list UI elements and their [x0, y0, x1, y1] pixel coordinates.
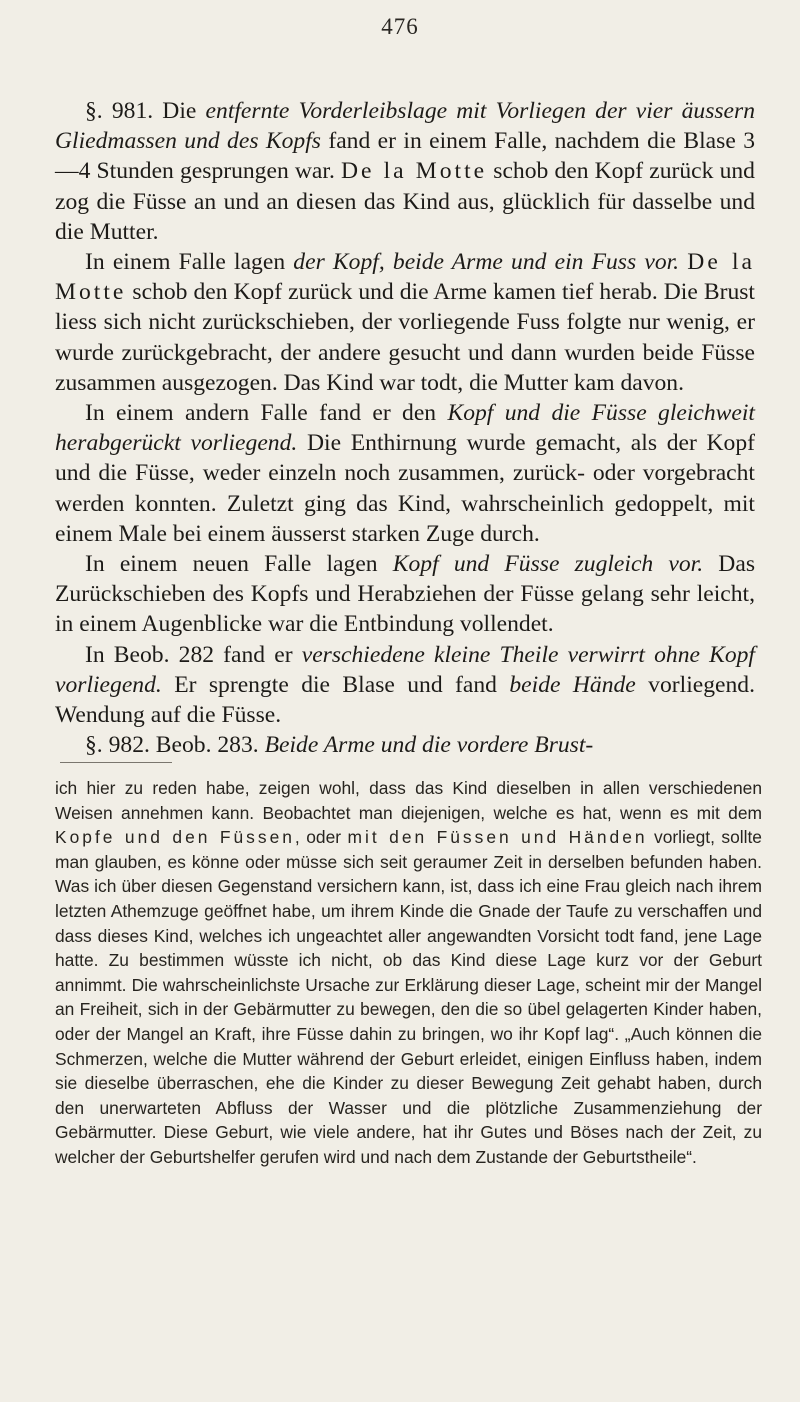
paragraph-981 — [55, 96, 755, 247]
body-text: vorliegend. Wendung auf die Füsse. — [55, 671, 755, 729]
footnote-text: vorliegt, sollte man glauben, es könne oder müsse sich seit geraumer Zeit in derselben befunden haben. Was ich über diesen Gegenstand versichern kann, ist, dass ich eine Frau gleich nach ihrem letzten Athemzuge geöffnet habe, um ihrem Kinde die Gnade der Taufe zu verschaffen und dass dieses Kind, welches ich ungeachtet aller angewandten Vorsicht todt fand, jene Lage hatte. Zu bestimmen wüsste ich nicht, ob das Kind diese Lage kurz vor der Geburt annimmt. Die wahrscheinlichste Ursache zur Erklärung dieser Lage, scheint mir der Mangel an Freiheit, sich in der Gebärmutter zu bewegen, den die so übel gelagerten Kinder haben, oder der Mangel an Kraft, ihre Füsse dahin zu bringen, wo ihr Kopf lag“. „Auch können die Schmerzen, welche die Mutter während der Geburt erleidet, einigen Einfluss haben, indem sie dieselbe überraschen, ehe die Kinder zu dieser Bewegung Zeit gehabt haben, durch den unerwarteten Abfluss der Wasser und die plötzliche Zusammenziehung der Gebärmutter. Diese Geburt, wie viele andere, hat ihr Gutes und Böses nach der Zeit, zu welcher der Geburtshelfer gerufen wird und nach dem Zustande der Geburtstheile“. — [55, 827, 762, 1167]
footnote-spaced-text: mit den Füssen und Händen — [347, 827, 648, 848]
body-text: In Beob. 282 fand er — [85, 641, 302, 668]
paragraph-case-head-feet-level — [55, 398, 755, 549]
main-text — [55, 96, 755, 760]
paragraph-case-head-arms-foot — [55, 247, 755, 398]
emphasis-text: Kopf und Füsse zugleich vor. — [392, 551, 704, 578]
section-lead: §. 981. Die — [85, 98, 206, 124]
footnote-text: ich hier zu reden habe, zeigen wohl, dass das Kind dieselben in allen verschiedenen Weisen annehmen kann. Beobachtet man diejenigen, welche es hat, wenn es mit dem — [55, 778, 762, 823]
footnote-divider — [60, 762, 172, 763]
section-lead: §. 982. Beob. 283. — [85, 732, 265, 759]
body-text: fand er in einem Falle, nachdem die Blase 3—4 Stunden gesprungen war. — [55, 128, 755, 185]
body-text: schob den Kopf zurück und die Arme kamen tief herab. Die Brust liess sich nicht zurückschieben, der vorliegende Fuss folgte nur wenig, er wurde zurückgebracht, der andere gesucht und dann wurden beide Füsse zusammen ausgezogen. Das Kind war todt, die Mutter kam davon. — [55, 279, 755, 396]
emphasis-text: beide Hände — [509, 671, 636, 698]
emphasis-text: Kopf und die Füsse gleichweit herabgerückt vorliegend. — [55, 400, 755, 457]
footnote-spaced-text: Kopfe und den Füssen — [55, 827, 295, 848]
emphasis-text: verschiedene kleine Theile verwirrt ohne Kopf vorliegend. — [55, 641, 755, 698]
footnote-text: , oder — [294, 827, 348, 848]
body-text: In einem neuen Falle lagen — [85, 551, 393, 578]
emphasis-text: Beide Arme und die vordere Brust- — [264, 732, 594, 759]
body-text: schob den Kopf zurück und zog die Füsse an und an diesen das Kind aus, glücklich für dasselbe und die Mutter. — [55, 158, 755, 245]
paragraph-982 — [55, 730, 755, 760]
footnote-paragraph — [55, 776, 762, 1170]
body-text: Das Zurückschieben des Kopfs und Herabziehen der Füsse gelang sehr leicht, in einem Augenblicke war die Entbindung vollendet. — [55, 551, 756, 638]
page-number: 476 — [381, 14, 419, 39]
body-text: Er sprengte die Blase und fand — [161, 671, 510, 698]
footnote — [55, 776, 762, 1170]
paragraph-observation-282 — [55, 640, 755, 731]
body-text: In einem Falle lagen — [85, 249, 294, 276]
author-name: De la Motte — [340, 158, 488, 185]
paragraph-case-head-feet-together — [55, 549, 755, 640]
body-text: Die Enthirnung wurde gemacht, als der Kopf und die Füsse, weder einzeln noch zusammen, zurück- oder vorgebracht werden konnten. Zuletzt ging das Kind, wahrscheinlich gedoppelt, mit einem Male bei einem äusserst starken Zuge durch. — [55, 430, 756, 547]
author-name: De la Motte — [55, 249, 755, 306]
emphasis-text: der Kopf, beide Arme und ein Fuss vor. — [293, 249, 680, 276]
emphasis-text: entfernte Vorderleibslage mit Vorliegen der vier äussern Gliedmassen und des Kopfs — [55, 98, 756, 155]
body-text: In einem andern Falle fand er den — [85, 400, 448, 427]
